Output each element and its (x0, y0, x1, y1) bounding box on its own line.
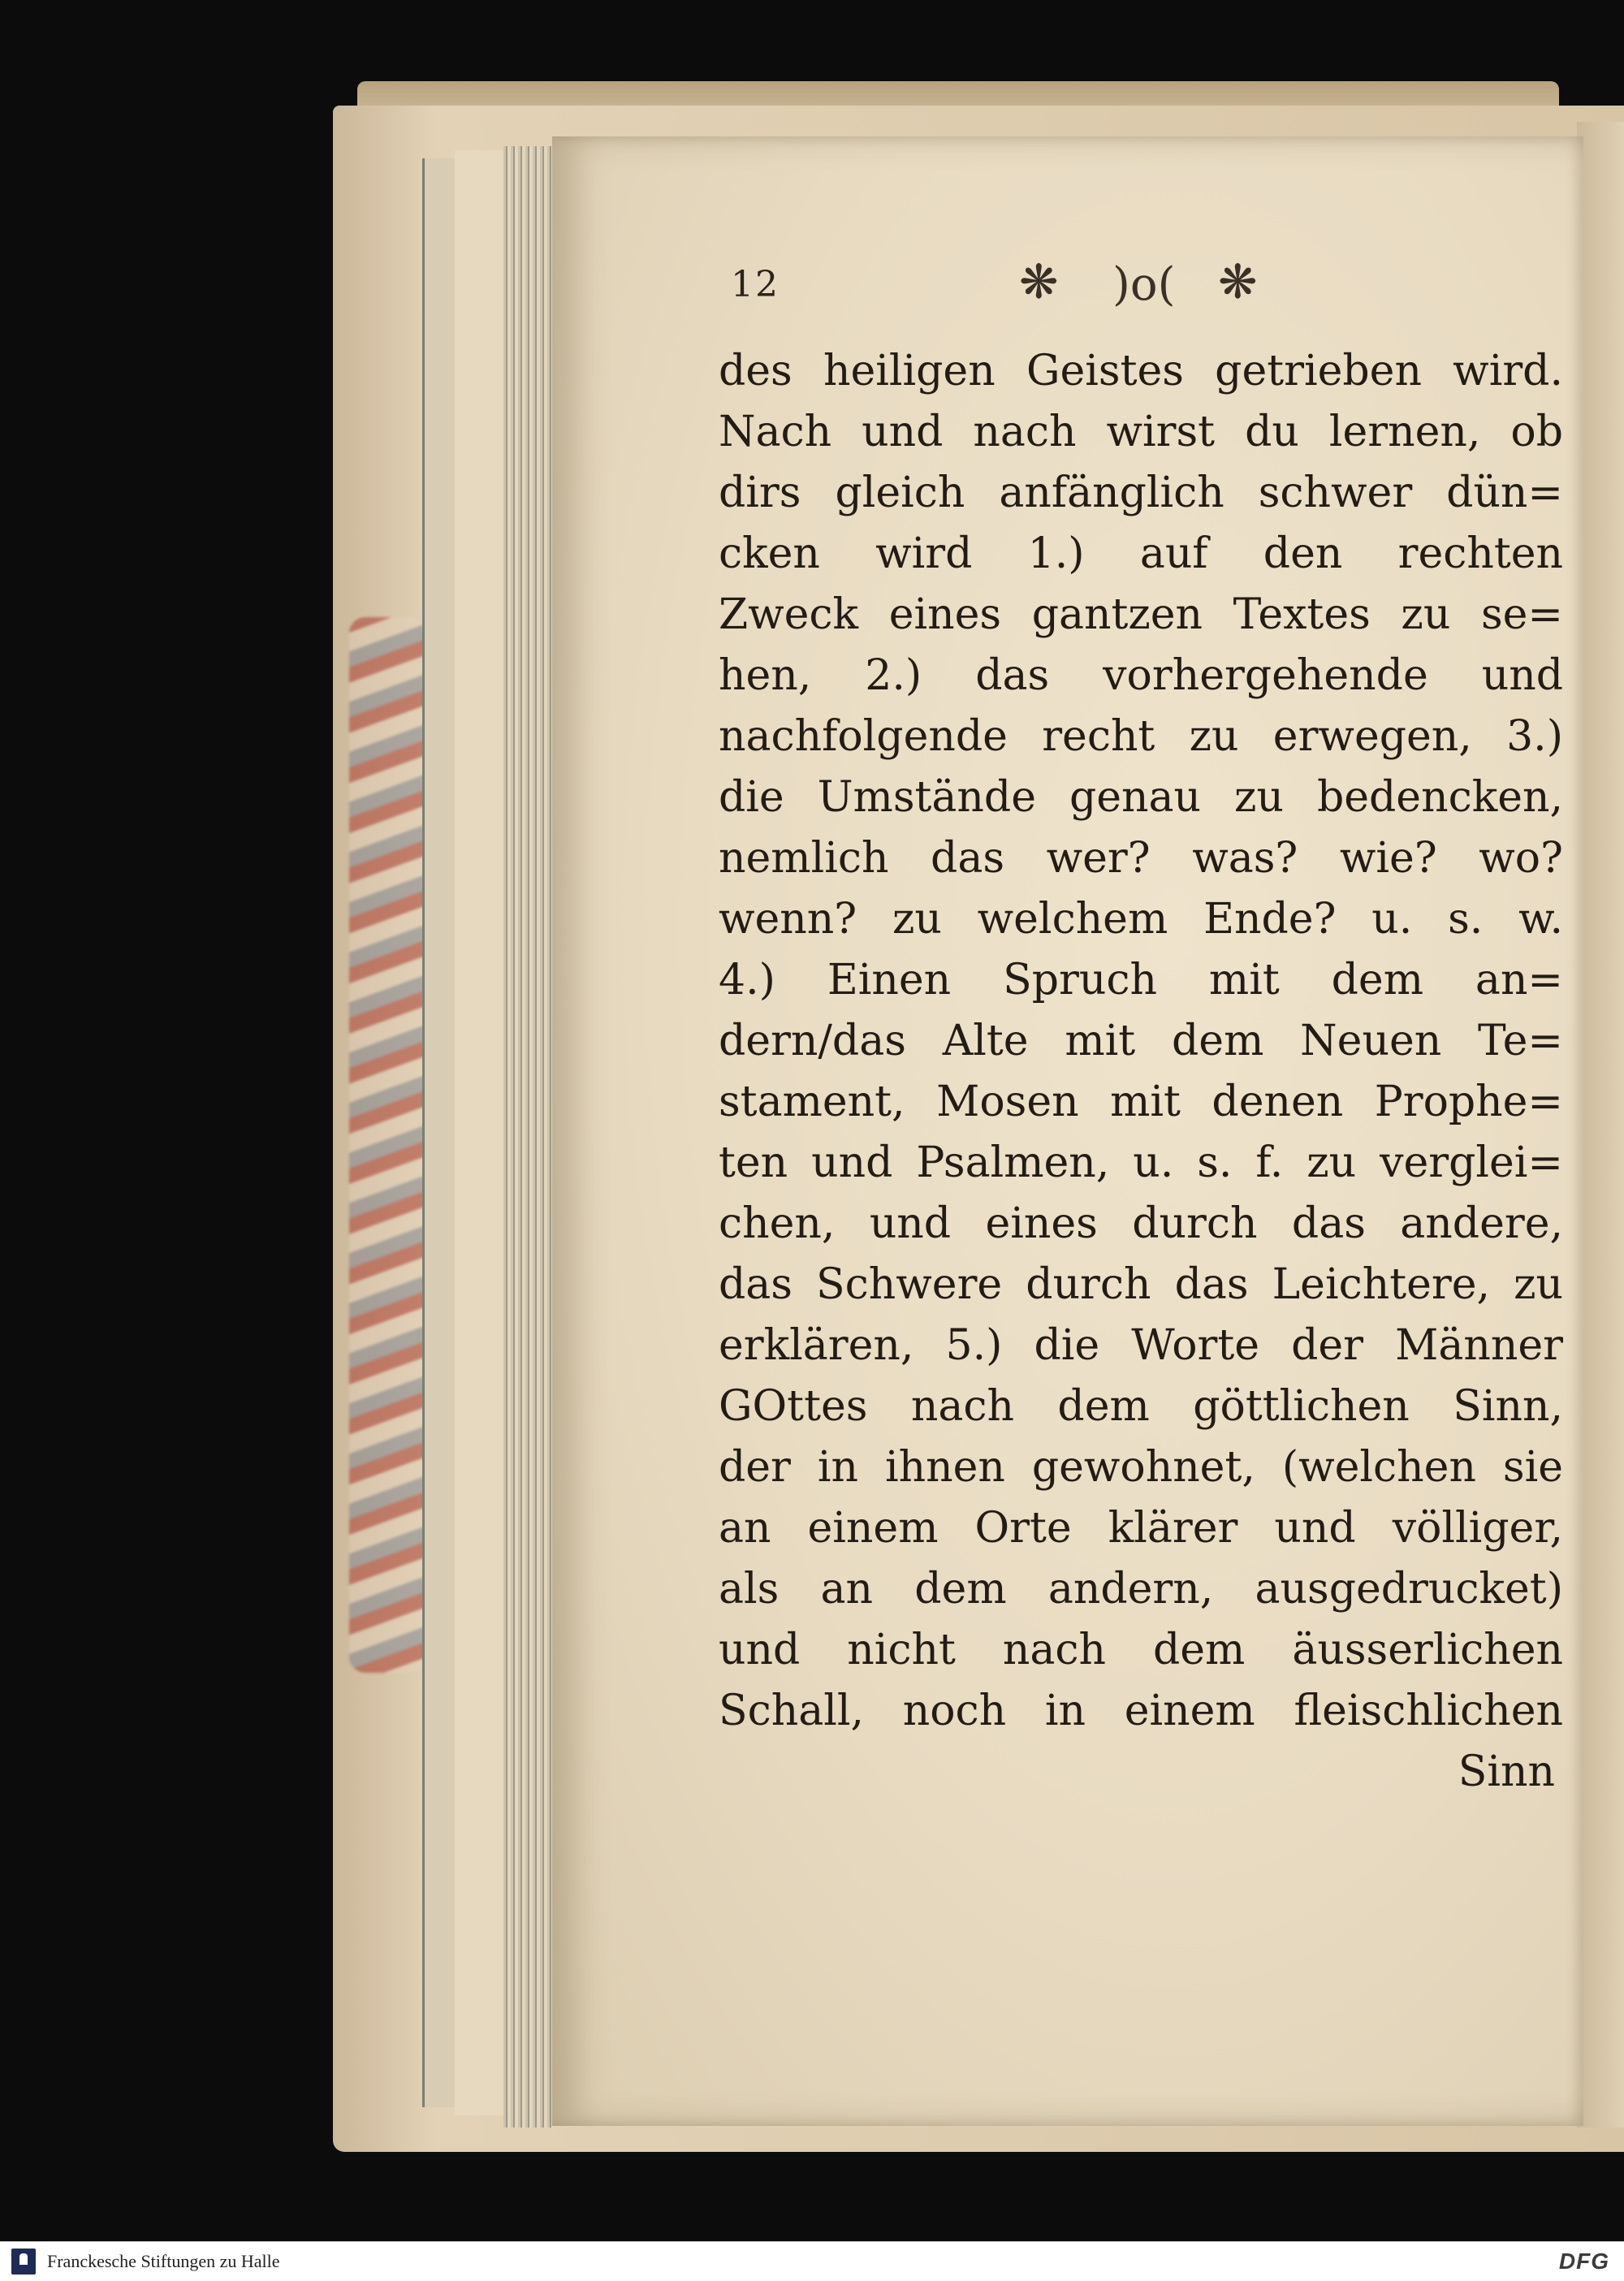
page-number: 12 (731, 264, 780, 305)
text-line: der in ihnen gewohnet, (welchen sie (719, 1443, 1563, 1492)
flyleaf-edge (455, 150, 503, 2115)
text-line: die Umstände genau zu bedencken, (719, 773, 1563, 822)
text-line: Nach und nach wirst du lernen, ob (719, 408, 1563, 456)
page-stack-edge (503, 146, 554, 2128)
text-line: und nicht nach dem äusserlichen (719, 1626, 1563, 1674)
text-line: chen, und eines durch das andere, (719, 1199, 1563, 1248)
text-line: GOttes nach dem göttlichen Sinn, (719, 1382, 1563, 1431)
facing-page-edge (1577, 122, 1624, 2128)
header-ornament-right: ❋ (1218, 254, 1258, 309)
header-ornament-center: )o( (1112, 258, 1176, 311)
text-line: erklären, 5.) die Worte der Männer (719, 1321, 1563, 1370)
text-line: dirs gleich anfänglich schwer dün= (719, 469, 1563, 517)
institution-name: Franckesche Stiftungen zu Halle (47, 2251, 280, 2271)
text-line: 4.) Einen Spruch mit dem an= (719, 956, 1563, 1004)
text-line: wenn? zu welchem Ende? u. s. w. (719, 895, 1563, 944)
text-line: cken wird 1.) auf den rechten (719, 529, 1563, 578)
page-text (719, 341, 1563, 1803)
text-line: hen, 2.) das vorhergehende und (719, 651, 1563, 700)
text-line: an einem Orte klärer und völliger, (719, 1504, 1563, 1553)
viewer-footer (0, 2241, 1624, 2281)
text-line: ten und Psalmen, u. s. f. zu verglei= (719, 1138, 1563, 1187)
text-line: nemlich das wer? was? wie? wo? (719, 834, 1563, 883)
text-line: nachfolgende recht zu erwegen, 3.) (719, 712, 1563, 761)
dfg-logo: DFG (1558, 2249, 1609, 2274)
text-line: dern/das Alte mit dem Neuen Te= (719, 1017, 1563, 1065)
text-line: als an dem andern, ausgedrucket) (719, 1565, 1563, 1614)
text-line: des heiligen Geistes getrieben wird. (719, 347, 1563, 395)
text-line: Schall, noch in einem fleischlichen (719, 1687, 1563, 1735)
header-ornament-left: ❋ (1019, 254, 1059, 309)
text-line: stament, Mosen mit denen Prophe= (719, 1078, 1563, 1126)
text-line: Zweck eines gantzen Textes zu se= (719, 590, 1563, 639)
text-line: das Schwere durch das Leichtere, zu (719, 1260, 1563, 1309)
catchword: Sinn (1458, 1747, 1555, 1796)
cover-edge (422, 158, 457, 2107)
marbled-endpaper (349, 617, 426, 1673)
institution-logo-icon (11, 2249, 36, 2275)
